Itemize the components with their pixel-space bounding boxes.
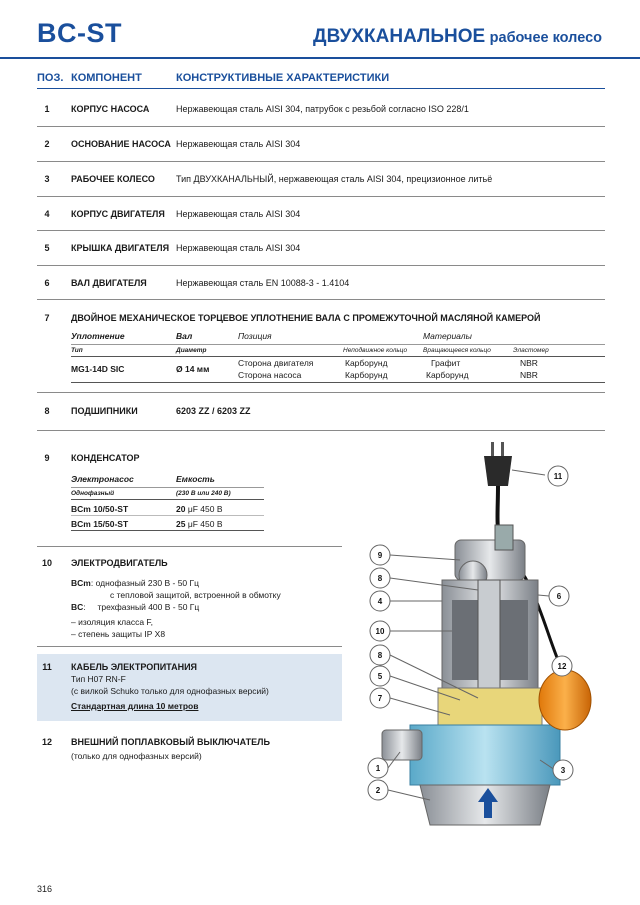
row-component: КРЫШКА ДВИГАТЕЛЯ: [71, 243, 170, 253]
seal-header-position: Позиция: [238, 331, 272, 341]
product-code: BC-ST: [37, 18, 122, 48]
cable-length: Стандартная длина 10 метров: [71, 701, 199, 711]
row-divider: [37, 265, 605, 266]
page-title-main: ДВУХКАНАЛЬНОЕ: [313, 26, 486, 47]
row-number: 7: [44, 313, 50, 323]
callout-label: 5: [377, 672, 383, 681]
callout-label: 8: [377, 574, 383, 583]
row-description: Тип ДВУХКАНАЛЬНЫЙ, нержавеющая сталь AISI 304, прецизионное литьё: [176, 174, 493, 184]
capacitor-sub-volt: (230 В или 240 В): [176, 490, 231, 497]
seal-title: ДВОЙНОЕ МЕХАНИЧЕСКОЕ ТОРЦЕВОЕ УПЛОТНЕНИЕ ВАЛА С ПРОМЕЖУТОЧНОЙ МАСЛЯНОЙ КАМЕРОЙ: [71, 313, 541, 323]
capacitor-value: [176, 504, 223, 514]
row-number: 11: [42, 662, 52, 672]
row-number: 12: [41, 737, 52, 747]
row-divider: [37, 546, 342, 547]
cable-note: (с вилкой Schuko только для однофазных версий): [71, 686, 269, 696]
capacitor-header-pump: Электронасос: [71, 474, 134, 484]
seal-header-bottom-line: [71, 356, 605, 357]
motor-bullet: – степень защиты IP X8: [71, 629, 166, 639]
seal-header-materials: Материалы: [423, 331, 472, 341]
callout-label: 12: [557, 662, 567, 671]
row-description: Нержавеющая сталь AISI 304, патрубок с резьбой согласно ISO 228/1: [176, 104, 469, 114]
row-divider: [37, 299, 605, 300]
callout-label: 11: [553, 472, 563, 481]
row-divider: [37, 392, 605, 393]
page-title-sub: рабочее колесо: [489, 30, 602, 46]
capacitor-value-unit: μF 450 В: [187, 519, 223, 529]
capacitor-header-cap: Емкость: [176, 474, 215, 484]
row-component: КОРПУС ДВИГАТЕЛЯ: [71, 209, 165, 219]
float-switch: [539, 670, 591, 730]
row-divider: [37, 646, 342, 647]
header-rule: [37, 88, 605, 89]
row-number: 6: [44, 278, 50, 288]
capacitor-value-number: 20: [176, 504, 186, 514]
row-divider: [37, 161, 605, 162]
capacitor-header-line: [71, 487, 264, 488]
callout-label: 6: [556, 592, 562, 601]
page-title: [313, 26, 602, 48]
row-divider: [37, 126, 605, 127]
row-component: ОСНОВАНИЕ НАСОСА: [71, 139, 171, 149]
seal-elastomer-pump: NBR: [520, 370, 538, 380]
row-divider: [37, 196, 605, 197]
col-header-characteristics: КОНСТРУКТИВНЫЕ ХАРАКТЕРИСТИКИ: [176, 72, 390, 84]
motor-bc-text: : трехфазный 400 В - 50 Гц: [83, 602, 200, 612]
capacitor-model: BCm 15/50-ST: [71, 519, 129, 529]
seal-table-bottom-line: [71, 382, 605, 383]
seal-fixed-pump: Карборунд: [345, 370, 388, 380]
callout-label: 7: [377, 694, 383, 703]
seal-header-seal: Уплотнение: [71, 331, 125, 341]
motor-bullet: – изоляция класса F,: [71, 617, 154, 627]
motor-bc-line: [71, 602, 199, 612]
row-number: 4: [44, 209, 50, 219]
row-number: 8: [44, 406, 50, 416]
capacitor-title: КОНДЕНСАТОР: [71, 453, 140, 463]
seal-fixed-motor: Карборунд: [345, 358, 388, 368]
callout-label: 9: [377, 551, 383, 560]
row-divider: [37, 230, 605, 231]
row-component: ВАЛ ДВИГАТЕЛЯ: [71, 278, 147, 288]
callout-label: 1: [375, 764, 381, 773]
col-header-component: КОМПОНЕНТ: [71, 72, 142, 84]
row-number: 1: [44, 104, 50, 114]
seal-sub-diameter: Диаметр: [176, 347, 207, 354]
page-number: 316: [37, 884, 53, 894]
seal-position-pump: Сторона насоса: [238, 370, 302, 380]
row-number: 5: [44, 243, 50, 253]
seal-rotating-pump: Карборунд: [426, 370, 469, 380]
callout-label: 8: [377, 651, 383, 660]
motor-bcm-text: : однофазный 230 В - 50 Гц: [90, 578, 199, 588]
row-number: 10: [41, 558, 52, 568]
callout-label: 10: [375, 627, 385, 636]
capacitor-subheader-line: [71, 499, 264, 500]
row-component: КОРПУС НАСОСА: [71, 104, 150, 114]
schuko-plug: [484, 442, 512, 486]
capacitor-bottom-line: [71, 530, 264, 531]
seal-position-motor: Сторона двигателя: [238, 358, 314, 368]
seal-sub-rotating: Вращающееся кольцо: [423, 347, 491, 354]
capacitor-value-unit: μF 450 В: [187, 504, 223, 514]
row-description: Нержавеющая сталь EN 10088-3 - 1.4104: [176, 278, 350, 288]
capacitor-value: [176, 519, 223, 529]
row-number: 3: [44, 174, 50, 184]
capacitor-model: BCm 10/50-ST: [71, 504, 129, 514]
seal-sub-elastomer: Эластомер: [513, 347, 549, 354]
row-component: РАБОЧЕЕ КОЛЕСО: [71, 174, 155, 184]
seal-sub-fixed: Неподвижное кольцо: [343, 347, 408, 354]
seal-sub-type: Тип: [71, 347, 83, 354]
float-switch-title: ВНЕШНИЙ ПОПЛАВКОВЫЙ ВЫКЛЮЧАТЕЛЬ: [71, 737, 270, 747]
callout-label: 4: [377, 597, 383, 606]
oil-chamber: [438, 688, 542, 728]
row-number: 9: [44, 453, 50, 463]
row-description: Нержавеющая сталь AISI 304: [176, 243, 301, 253]
row-description: Нержавеющая сталь AISI 304: [176, 139, 301, 149]
cable-title: КАБЕЛЬ ЭЛЕКТРОПИТАНИЯ: [71, 662, 198, 672]
row-number: 2: [44, 139, 50, 149]
seal-subheader-line: [71, 344, 605, 345]
seal-elastomer-motor: NBR: [520, 358, 538, 368]
motor-bcm-line: [71, 578, 199, 588]
col-header-pos: ПОЗ.: [37, 72, 64, 84]
capacitor-value-number: 25: [176, 519, 186, 529]
row-description: Нержавеющая сталь AISI 304: [176, 209, 301, 219]
cable-gland: [495, 525, 513, 550]
seal-diameter: Ø 14 мм: [176, 364, 210, 374]
motor-bcm-label: BCm: [71, 578, 91, 588]
motor-bc-label: BC: [71, 602, 84, 612]
callout-label: 3: [560, 766, 566, 775]
discharge-port: [382, 730, 422, 760]
capacitor-row-line: [71, 515, 264, 516]
seal-header-shaft: Вал: [176, 331, 193, 341]
seal-rotating-motor: Графит: [431, 358, 461, 368]
motor-title: ЭЛЕКТРОДВИГАТЕЛЬ: [71, 558, 168, 568]
header-divider: [0, 57, 640, 59]
capacitor-sub-single: Однофазный: [71, 490, 115, 497]
pump-body: [410, 725, 560, 785]
motor-bcm-text2: с тепловой защитой, встроенной в обмотку: [110, 590, 281, 600]
cable-type: Тип H07 RN-F: [71, 674, 126, 684]
float-switch-note: (только для однофазных версий): [71, 751, 202, 761]
row-component: ПОДШИПНИКИ: [71, 406, 138, 416]
callout-label: 2: [375, 786, 381, 795]
seal-model: MG1-14D SIC: [71, 364, 125, 374]
row-description: 6203 ZZ / 6203 ZZ: [176, 406, 251, 416]
pump-cutaway-illustration: [360, 430, 600, 870]
